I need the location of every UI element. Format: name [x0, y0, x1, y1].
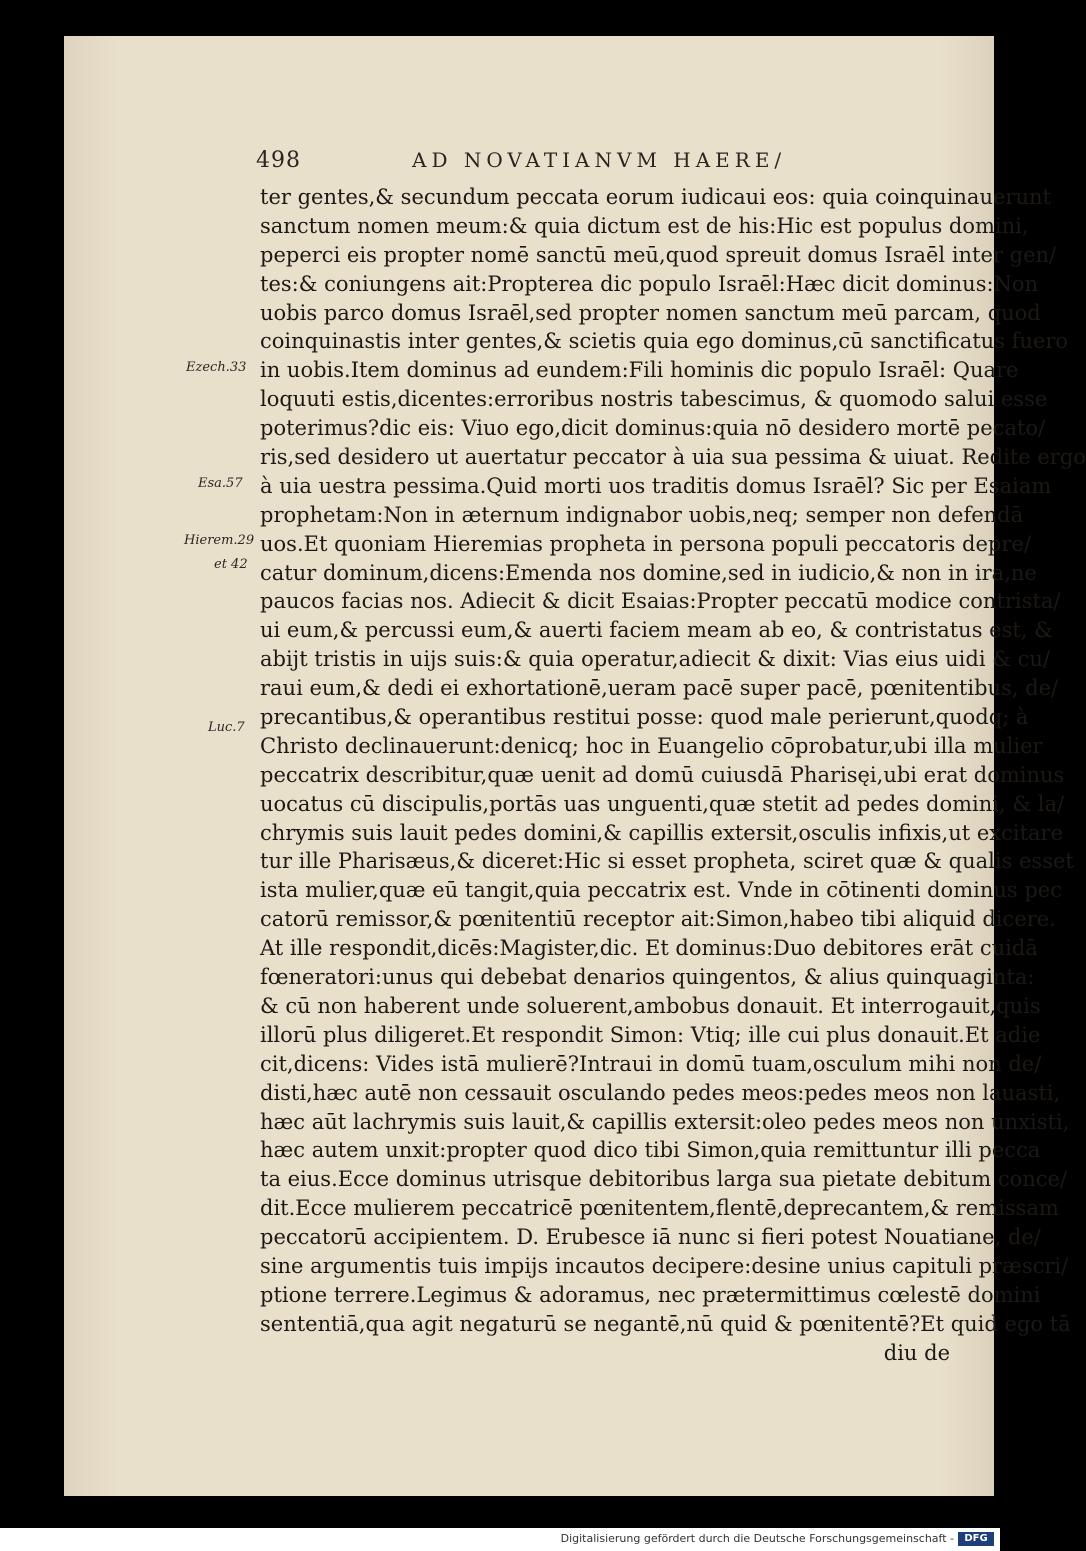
- text-line: catorū remissor,& pœnitentiū receptor ait:Simon,habeo tibi aliquid dicere.: [260, 907, 1056, 932]
- text-line: ptione terrere.Legimus & adoramus, nec prætermittimus cœlestē domini: [260, 1282, 1041, 1307]
- text-line: loquuti estis,dicentes:erroribus nostris tabescimus, & quomodo salui esse: [260, 387, 1048, 412]
- text-line: hæc autem unxit:propter quod dico tibi Simon,quia remittuntur illi pecca: [260, 1138, 1041, 1163]
- text-line: sanctum nomen meum:& quia dictum est de his:Hic est populus domini,: [260, 213, 1029, 238]
- text-line: peccatorū accipientem. D. Erubesce iā nunc si fieri potest Nouatiane, de/: [260, 1225, 1041, 1250]
- text-line: sine argumentis tuis impijs incautos decipere:desine unius capituli præscri/: [260, 1253, 1069, 1278]
- text-line: Christo declinauerunt:denicq; hoc in Euangelio cōprobatur,ubi illa mulier: [260, 733, 1043, 758]
- text-line: chrymis suis lauit pedes domini,& capillis extersit,osculis infixis,ut excitare: [260, 820, 1064, 845]
- margin-note-et42: et 42: [214, 557, 248, 572]
- text-line: abijt tristis in uijs suis:& quia operatur,adiecit & dixit: Vias eius uidi & cu/: [260, 647, 1050, 672]
- text-line: & cū non haberent unde soluerent,ambobus donauit. Et interrogauit,quis: [260, 993, 1041, 1018]
- text-line: poterimus?dic eis: Viuo ego,dicit dominus:quia nō desidero mortē pecato/: [260, 416, 1046, 441]
- text-line: prophetam:Non in æternum indignabor uobis,neq; semper non defendā: [260, 502, 1024, 527]
- text-line: uocatus cū discipulis,portās uas unguenti,quæ stetit ad pedes domini, & la/: [260, 791, 1065, 816]
- dfg-logo: DFG: [958, 1532, 994, 1546]
- text-line: uobis parco domus Israēl,sed propter nomen sanctum meū parcam, quod: [260, 300, 1041, 325]
- margin-note-luc: Luc.7: [208, 720, 245, 735]
- margin-note-ezech: Ezech.33: [186, 360, 247, 375]
- page-number: 498: [256, 148, 301, 173]
- text-line: paucos facias nos. Adiecit & dicit Esaias:Propter peccatū modice contrista/: [260, 589, 1061, 614]
- text-line: ista mulier,quæ eū tangit,quia peccatrix est. Vnde in cōtinenti dominus pec: [260, 878, 1062, 903]
- text-line: illorū plus diligeret.Et respondit Simon: Vtiq; ille cui plus donauit.Et adie: [260, 1022, 1041, 1047]
- text-line: raui eum,& dedi ei exhortationē,ueram pacē super pacē, pœnitentibus, de/: [260, 676, 1059, 701]
- text-line: disti,hæc autē non cessauit osculando pedes meos:pedes meos non lauasti,: [260, 1080, 1061, 1105]
- text-line: coinquinastis inter gentes,& scietis quia ego dominus,cū sanctificatus fuero: [260, 329, 1069, 354]
- text-line: tur ille Pharisæus,& diceret:Hic si esset propheta, sciret quæ & qualis esset: [260, 849, 1074, 874]
- text-line: catur dominum,dicens:Emenda nos domine,sed in iudicio,& non in ira,ne: [260, 560, 1037, 585]
- text-line: ta eius.Ecce dominus utrisque debitoribus larga sua pietate debitum conce/: [260, 1167, 1068, 1192]
- text-line: à uia uestra pessima.Quid morti uos traditis domus Israēl? Sic per Esaiam: [260, 473, 1052, 498]
- text-line: sententiā,qua agit negaturū se negantē,nū quid & pœnitentē?Et quid ego tā: [260, 1311, 1071, 1336]
- text-line: ris,sed desidero ut auertatur peccator à uia sua pessima & uiuat. Redite ergo: [260, 445, 1086, 470]
- text-line: cit,dicens: Vides istā mulierē?Intraui in domū tuam,osculum mihi non de/: [260, 1051, 1042, 1076]
- text-line: peperci eis propter nomē sanctū meū,quod spreuit domus Israēl inter gen/: [260, 242, 1057, 267]
- text-line: At ille respondit,dicēs:Magister,dic. Et dominus:Duo debitores erāt cuidā: [260, 936, 1038, 961]
- running-head: AD NOVATIANVM HAERE/: [412, 148, 787, 172]
- text-line: in uobis.Item dominus ad eundem:Fili hominis dic populo Israēl: Quare: [260, 358, 1019, 383]
- footer-bar: [0, 1528, 1000, 1551]
- text-line: dit.Ecce mulierem peccatricē pœnitentem,flentē,deprecantem,& remissam: [260, 1196, 1059, 1221]
- text-line: uos.Et quoniam Hieremias propheta in persona populi peccatoris depre/: [260, 531, 1031, 556]
- funding-credit: Digitalisierung gefördert durch die Deutsche Forschungsgemeinschaft -: [560, 1532, 954, 1545]
- body-text: [260, 183, 1086, 1368]
- text-line: tes:& coniungens ait:Propterea dic populo Israēl:Hæc dicit dominus:Non: [260, 271, 1039, 296]
- text-line: ter gentes,& secundum peccata eorum iudicaui eos: quia coinquinauerunt: [260, 185, 1051, 209]
- text-line: hæc aūt lachrymis suis lauit,& capillis extersit:oleo pedes meos non unxisti,: [260, 1109, 1070, 1134]
- text-line: precantibus,& operantibus restitui posse: quod male perierunt,quodq; à: [260, 705, 1029, 730]
- text-line: fœneratori:unus qui debebat denarios quingentos, & alius quinquaginta:: [260, 965, 1035, 990]
- margin-note-hierem: Hierem.29: [184, 533, 255, 548]
- catchword: diu de: [883, 1340, 950, 1365]
- text-line: ui eum,& percussi eum,& auerti faciem meam ab eo, & contristatus est, &: [260, 618, 1053, 643]
- text-line: peccatrix describitur,quæ uenit ad domū cuiusdā Pharisęi,ubi erat dominus: [260, 762, 1065, 787]
- margin-note-esa: Esa.57: [198, 476, 243, 491]
